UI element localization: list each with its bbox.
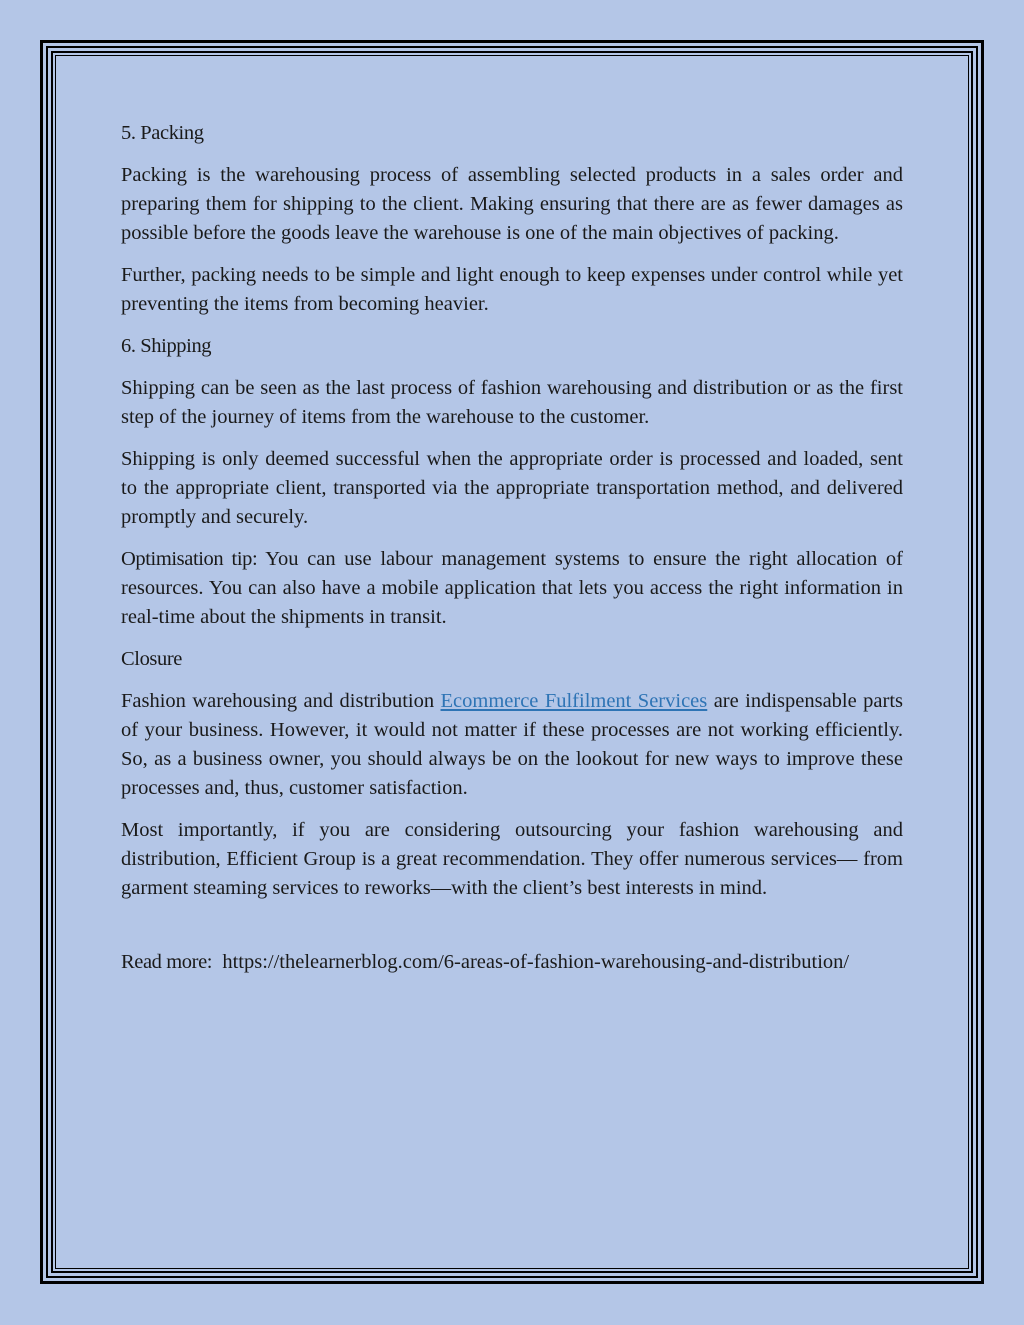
read-more-paragraph bbox=[121, 948, 903, 977]
shipping-paragraph-2: Shipping is only deemed successful when the appropriate order is processed and loaded, sent to the appropriate client, transported via the appropriate transportation method, and delivered promptly and securely. bbox=[121, 448, 903, 528]
packing-paragraph-1: Packing is the warehousing process of assembling selected products in a sales order and preparing them for shipping to the client. Making ensuring that there are as fewer damages as possible before the goods leave the warehouse is one of the main objectives of packing. bbox=[121, 164, 903, 244]
closure-paragraph-2: Most importantly, if you are considering outsourcing your fashion warehousing and distribution, Efficient Group is a great recommendation. They offer numerous services— from garment steaming services to reworks—with the client’s best interests in mind. bbox=[121, 819, 903, 899]
closure-text-after-link: are indispensable parts of your business. However, it would not matter if these processes are not working efficiently. So, as a business owner, you should always be on the lookout for new ways to improve these processes and, thus, customer satisfaction. bbox=[121, 690, 904, 799]
document-body bbox=[121, 119, 903, 990]
packing-heading: 5. Packing bbox=[121, 122, 204, 144]
optimisation-tip-label: Optimisation tip: bbox=[121, 548, 258, 570]
read-more-url: https://thelearnerblog.com/6-areas-of-fashion-warehousing-and-distribution/ bbox=[212, 951, 850, 973]
ecommerce-fulfilment-link[interactable]: Ecommerce Fulfilment Services bbox=[440, 690, 708, 712]
packing-paragraph-2: Further, packing needs to be simple and light enough to keep expenses under control while yet preventing the items from becoming heavier. bbox=[121, 264, 903, 315]
closure-heading: Closure bbox=[121, 648, 182, 670]
optimisation-tip-paragraph bbox=[121, 545, 903, 632]
optimisation-tip-text: You can use labour management systems to ensure the right allocation of resources. You can also have a mobile application that lets you access the right information in real-time about the shipments in transit. bbox=[121, 548, 903, 628]
shipping-heading: 6. Shipping bbox=[121, 335, 212, 357]
closure-text-before-link: Fashion warehousing and distribution bbox=[121, 690, 441, 712]
shipping-paragraph-1: Shipping can be seen as the last process of fashion warehousing and distribution or as the first step of the journey of items from the warehouse to the customer. bbox=[121, 377, 903, 428]
closure-paragraph-1 bbox=[121, 687, 903, 803]
read-more-label: Read more: bbox=[121, 951, 213, 973]
